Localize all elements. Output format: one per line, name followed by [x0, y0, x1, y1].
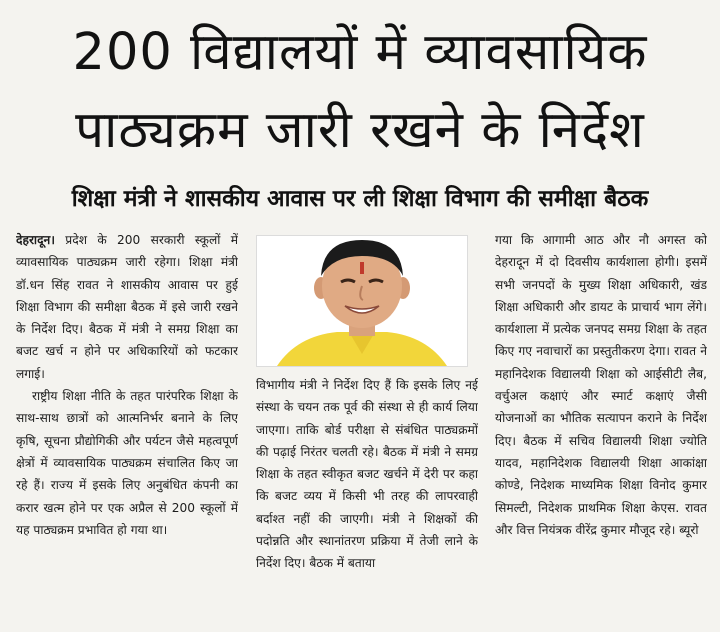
minister-photo [256, 235, 468, 367]
article-paragraph: गया कि आगामी आठ और नौ अगस्त को देहरादून में दो दिवसीय कार्यशाला होगी। इसमें सभी जनपदों के मुख्य शिक्षा अधिकारी, खंड शिक्षा अधिकारी और डायट के प्राचार्य भाग लेंगे। कार्यशाला में प्रत्येक जनपद समग्र शिक्षा के तहत किए गए नवाचारों का प्रस्तुतीकरण देगा। रावत ने महानिदेशक विद्यालयी शिक्षा को आईसीटी लैब, वर्चुअल कक्षाएं और स्मार्ट कक्षाएं जैसी योजनाओं का भौतिक सत्यापन कराने के निर्देश दिए। बैठक में सचिव विद्यालयी शिक्षा ज्योति यादव, महानिदेशक विद्यालयी शिक्षा आकांक्षा कोण्डे, निदेशक माध्यमिक शिक्षा विनोद कुमार सिमल्टी, निदेशक प्राथमिक शिक्षा केएस. रावत और वित्त नियंत्रक वीरेंद्र कुमार मौजूद रहे। ब्यूरो [495, 233, 707, 537]
article-column-2 [256, 374, 478, 629]
article-paragraph [16, 229, 238, 385]
paragraph-text: प्रदेश के 200 सरकारी स्कूलों में व्यावसायिक पाठ्यक्रम जारी रहेगा। शिक्षा मंत्री डॉ.धन सिंह रावत ने शासकीय आवास पर हुई शिक्षा विभाग की समीक्षा बैठक में इसे जारी रखने के निर्देश दिए। बैठक में मंत्री ने समग्र शिक्षा का बजट खर्च न होने पर अधिकारियों को फटकार लगाई। [16, 233, 238, 381]
headline-line-1: 200 विद्यालयों में व्यावसायिक [72, 23, 648, 82]
subheadline: शिक्षा मंत्री ने शासकीय आवास पर ली शिक्षा विभाग की समीक्षा बैठक [71, 186, 649, 212]
headline-line-2: पाठ्यक्रम जारी रखने के निर्देश [75, 101, 645, 160]
article-paragraph: विभागीय मंत्री ने निर्देश दिए हैं कि इसके लिए नई संस्था के चयन तक पूर्व की संस्था से ही कार्य लिया जाएगा। ताकि बोर्ड परीक्षा से संबंधित पाठ्यक्रमों की पढ़ाई निरंतर चलती रहे। बैठक में मंत्री ने समग्र शिक्षा के तहत स्वीकृत बजट खर्चने में देरी पर कहा कि बजट व्यय में किसी भी तरह की लापरवाही बर्दाश्त नहीं की जाएगी। मंत्री ने शिक्षकों की पदोन्नति और स्थानांतरण प्रक्रिया में तेजी लाने के निर्देश दिए। बैठक में बताया [256, 378, 478, 571]
article-column-1 [16, 229, 238, 629]
dateline: देहरादून। [16, 233, 55, 247]
portrait-illustration [257, 236, 467, 366]
article-paragraph: राष्ट्रीय शिक्षा नीति के तहत पारंपरिक शिक्षा के साथ-साथ छात्रों को आत्मनिर्भर बनाने के लिए कृषि, सूचना प्रौद्योगिकी और पर्यटन जैसे महत्वपूर्ण क्षेत्रों में व्यावसायिक पाठ्यक्रम संचालित किए जा रहे हैं। राज्य में इसके लिए अनुबंधित कंपनी का करार खत्म होने पर एक अप्रैल से 200 स्कूलों में यह पाठ्यक्रम प्रभावित हो गया था। [16, 389, 238, 537]
article-column-3 [495, 229, 707, 629]
